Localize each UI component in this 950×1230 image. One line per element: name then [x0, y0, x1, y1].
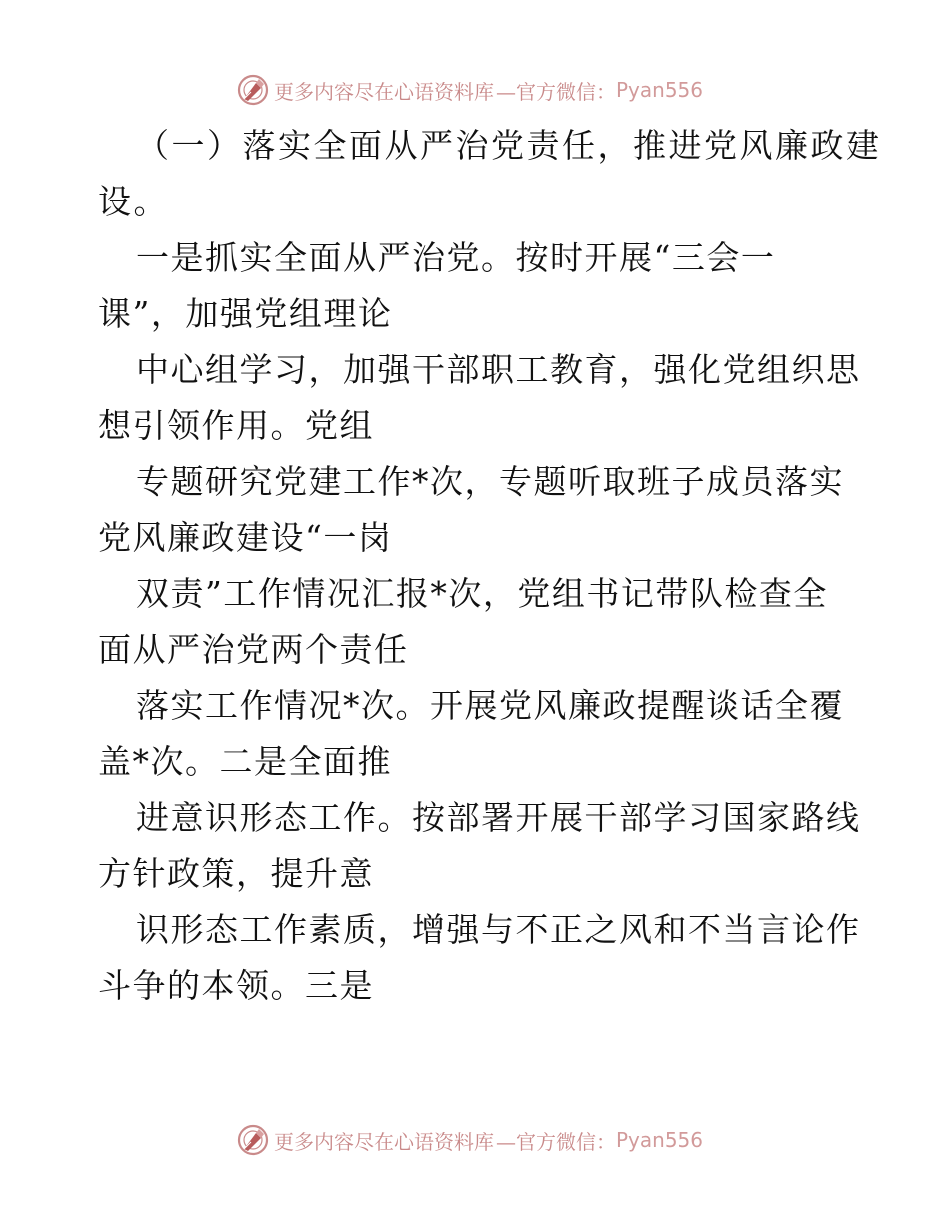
watermark-official-text: —官方微信： [496, 79, 616, 104]
paragraph-line: 专题研究党建工作*次，专题听取班子成员落实 [136, 462, 844, 501]
watermark-wechat-id: Pyan556 [616, 1128, 704, 1152]
paragraph-line: 双责”工作情况汇报*次，党组书记带队检查全 [136, 574, 828, 613]
paragraph-line: 中心组学习，加强干部职工教育，强化党组织思 [136, 350, 861, 389]
document-body [98, 118, 882, 1014]
watermark-wechat-id: Pyan556 [616, 78, 704, 102]
section-heading: （一）落实全面从严治党责任，推进党风廉政建 [136, 126, 882, 165]
paragraph-line: 进意识形态工作。按部署开展干部学习国家路线 [136, 798, 861, 837]
paragraph-line: 一是抓实全面从严治党。按时开展“三会一 [136, 238, 776, 277]
paragraph-line: 落实工作情况*次。开展党风廉政提醒谈话全覆 [136, 686, 844, 725]
header-watermark [236, 72, 703, 108]
paragraph-line: 想引领作用。党组 [98, 406, 374, 445]
pen-nib-logo-icon [236, 73, 270, 107]
paragraph-line: 识形态工作素质，增强与不正之风和不当言论作 [136, 910, 861, 949]
watermark-official-text: —官方微信： [496, 1129, 616, 1154]
paragraph-line: 面从严治党两个责任 [98, 630, 409, 669]
paragraph-line: 斗争的本领。三是 [98, 966, 374, 1005]
pen-nib-logo-icon [236, 1123, 270, 1157]
paragraph-line: 党风廉政建设“一岗 [98, 518, 393, 557]
watermark-site-text: 更多内容尽在心语资料库 [274, 1129, 494, 1154]
footer-watermark [236, 1122, 703, 1158]
paragraph-line: 盖*次。二是全面推 [98, 742, 392, 781]
paragraph-line: 方针政策，提升意 [98, 854, 374, 893]
watermark-site-text: 更多内容尽在心语资料库 [274, 79, 494, 104]
paragraph-line: 课”，加强党组理论 [98, 294, 393, 333]
section-heading-continued: 设。 [98, 182, 169, 221]
